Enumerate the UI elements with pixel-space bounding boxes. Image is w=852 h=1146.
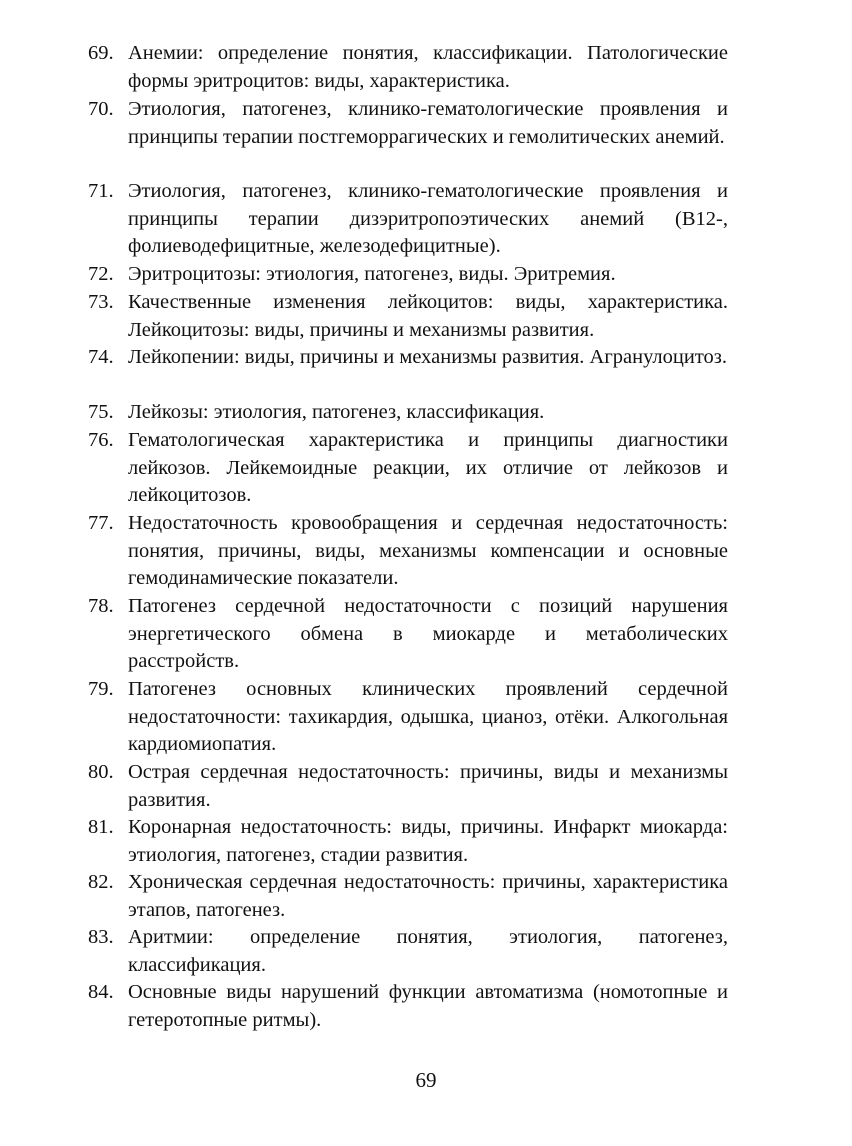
list-item-74 (88, 344, 728, 372)
list-item-80 (88, 759, 728, 814)
item-number: 78. (88, 595, 114, 617)
list-item-84 (88, 979, 728, 1034)
item-number: 71. (88, 180, 114, 202)
item-text: Лейкопении: виды, причины и механизмы развития. Агранулоцитоз. (128, 346, 728, 368)
item-number: 76. (88, 429, 114, 451)
list-item-69 (88, 40, 728, 95)
item-number: 77. (88, 512, 114, 534)
item-number: 79. (88, 678, 114, 700)
item-number: 83. (88, 926, 114, 948)
list-item-72 (88, 261, 728, 289)
item-number: 75. (88, 401, 114, 423)
list-item-70 (88, 96, 728, 151)
item-text: Анемии: определение понятия, классификации. Патологические формы эритроцитов: виды, характеристика. (128, 42, 728, 92)
list-item-79 (88, 676, 728, 759)
list-item-76 (88, 427, 728, 510)
item-text: Этиология, патогенез, клинико-гематологические проявления и принципы терапии дизэритропоэтических анемий (В12-, фолиеводефицитные, железодефицитные). (128, 180, 728, 257)
list-item-75 (88, 399, 728, 427)
item-number: 72. (88, 263, 114, 285)
item-text: Гематологическая характеристика и принципы диагностики лейкозов. Лейкемоидные реакции, их отличие от лейкозов и лейкоцитозов. (128, 429, 728, 506)
item-text: Хроническая сердечная недостаточность: причины, характеристика этапов, патогенез. (128, 871, 728, 921)
list-item-73 (88, 289, 728, 344)
list-item-81 (88, 814, 728, 869)
item-text: Патогенез основных клинических проявлений сердечной недостаточности: тахикардия, одышка, цианоз, отёки. Алкогольная кардиомиопатия. (128, 678, 728, 755)
item-text: Основные виды нарушений функции автоматизма (номотопные и гетеротопные ритмы). (128, 981, 728, 1031)
item-number: 74. (88, 346, 114, 368)
item-number: 73. (88, 291, 114, 313)
list-item-71 (88, 178, 728, 261)
item-text: Острая сердечная недостаточность: причины, виды и механизмы развития. (128, 761, 728, 811)
item-number: 70. (88, 98, 114, 120)
item-number: 69. (88, 42, 114, 64)
item-text: Качественные изменения лейкоцитов: виды, характеристика. Лейкоцитозы: виды, причины и механизмы развития. (128, 291, 728, 341)
item-number: 82. (88, 871, 114, 893)
item-number: 81. (88, 816, 114, 838)
list-item-83 (88, 924, 728, 979)
item-text: Лейкозы: этиология, патогенез, классификация. (128, 401, 545, 423)
item-number: 80. (88, 761, 114, 783)
item-text: Аритмии: определение понятия, этиология, патогенез, классификация. (128, 926, 728, 976)
item-text: Эритроцитозы: этиология, патогенез, виды. Эритремия. (128, 263, 616, 285)
list-item-77 (88, 510, 728, 593)
page-number: 69 (415, 1068, 437, 1092)
item-number: 84. (88, 981, 114, 1003)
list-item-82 (88, 869, 728, 924)
list-item-78 (88, 593, 728, 676)
item-text: Этиология, патогенез, клинико-гематологические проявления и принципы терапии постгеморрагических и гемолитических анемий. (128, 98, 728, 148)
item-text: Коронарная недостаточность: виды, причины. Инфаркт миокарда: этиология, патогенез, стадии развития. (128, 816, 728, 866)
item-text: Недостаточность кровообращения и сердечная недостаточность: понятия, причины, виды, механизмы компенсации и основные гемодинамические показатели. (128, 512, 728, 589)
item-text: Патогенез сердечной недостаточности с позиций нарушения энергетического обмена в миокарде и метаболических расстройств. (128, 595, 728, 672)
